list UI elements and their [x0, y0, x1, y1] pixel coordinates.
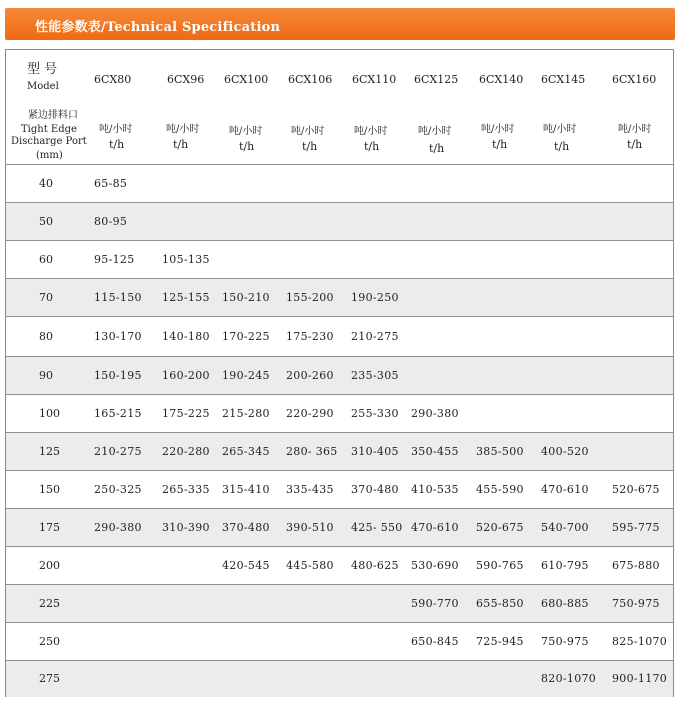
table-row [6, 508, 673, 547]
capacity-cell: 680-885 [541, 597, 589, 610]
discharge-port-value: 250 [39, 635, 60, 648]
capacity-cell: 190-250 [351, 291, 399, 304]
port-label-en-1: Tight Edge [21, 124, 77, 135]
capacity-cell: 165-215 [94, 407, 142, 420]
column-unit-cn: 吨/小时 [229, 126, 263, 137]
column-header-model: 6CX125 [414, 73, 459, 86]
table-row [6, 356, 673, 395]
discharge-port-value: 90 [39, 369, 53, 382]
capacity-cell: 455-590 [476, 483, 524, 496]
column-header-model: 6CX110 [352, 73, 397, 86]
capacity-cell: 750-975 [541, 635, 589, 648]
capacity-cell: 370-480 [222, 521, 270, 534]
column-unit-cn: 吨/小时 [543, 124, 577, 135]
column-unit-cn: 吨/小时 [291, 126, 325, 137]
title-banner [5, 8, 675, 40]
capacity-cell: 140-180 [162, 330, 210, 343]
capacity-cell: 370-480 [351, 483, 399, 496]
capacity-cell: 255-330 [351, 407, 399, 420]
table-row [6, 394, 673, 433]
capacity-cell: 215-280 [222, 407, 270, 420]
column-unit-en: t/h [364, 140, 380, 153]
column-unit-en: t/h [239, 140, 255, 153]
capacity-cell: 210-275 [351, 330, 399, 343]
capacity-cell: 160-200 [162, 369, 210, 382]
port-label-cn: 紧边排料口 [28, 110, 78, 121]
capacity-cell: 210-275 [94, 445, 142, 458]
table-row [6, 202, 673, 241]
column-header-model: 6CX100 [224, 73, 269, 86]
column-unit-en: t/h [109, 138, 125, 151]
capacity-cell: 310-390 [162, 521, 210, 534]
discharge-port-value: 125 [39, 445, 60, 458]
discharge-port-value: 175 [39, 521, 60, 534]
capacity-cell: 130-170 [94, 330, 142, 343]
capacity-cell: 750-975 [612, 597, 660, 610]
table-row [6, 316, 673, 357]
column-unit-en: t/h [554, 140, 570, 153]
capacity-cell: 725-945 [476, 635, 524, 648]
capacity-cell: 610-795 [541, 559, 589, 572]
table-row [6, 660, 673, 697]
port-label-unit: (mm) [36, 150, 63, 161]
capacity-cell: 595-775 [612, 521, 660, 534]
capacity-cell: 520-675 [612, 483, 660, 496]
column-unit-cn: 吨/小时 [166, 124, 200, 135]
table-row [6, 546, 673, 585]
capacity-cell: 480-625 [351, 559, 399, 572]
capacity-cell: 235-305 [351, 369, 399, 382]
discharge-port-value: 70 [39, 291, 53, 304]
column-unit-en: t/h [429, 142, 445, 155]
capacity-cell: 105-135 [162, 253, 210, 266]
discharge-port-value: 40 [39, 177, 53, 190]
capacity-cell: 65-85 [94, 177, 128, 190]
capacity-cell: 80-95 [94, 215, 128, 228]
capacity-cell: 200-260 [286, 369, 334, 382]
column-unit-cn: 吨/小时 [99, 124, 133, 135]
capacity-cell: 445-580 [286, 559, 334, 572]
column-header-model: 6CX80 [94, 73, 132, 86]
discharge-port-value: 100 [39, 407, 60, 420]
capacity-cell: 590-770 [411, 597, 459, 610]
model-label-en: Model [27, 81, 59, 92]
column-header-model: 6CX145 [541, 73, 586, 86]
capacity-cell: 390-510 [286, 521, 334, 534]
discharge-port-value: 275 [39, 672, 60, 685]
discharge-port-value: 60 [39, 253, 53, 266]
capacity-cell: 170-225 [222, 330, 270, 343]
discharge-port-value: 150 [39, 483, 60, 496]
capacity-cell: 530-690 [411, 559, 459, 572]
capacity-cell: 400-520 [541, 445, 589, 458]
capacity-cell: 425- 550 [351, 521, 403, 534]
capacity-cell: 175-230 [286, 330, 334, 343]
column-header-model: 6CX96 [167, 73, 205, 86]
capacity-cell: 290-380 [94, 521, 142, 534]
column-unit-en: t/h [173, 138, 189, 151]
column-header-model: 6CX140 [479, 73, 524, 86]
capacity-cell: 655-850 [476, 597, 524, 610]
table-row [6, 622, 673, 661]
capacity-cell: 310-405 [351, 445, 399, 458]
capacity-cell: 350-455 [411, 445, 459, 458]
capacity-cell: 315-410 [222, 483, 270, 496]
column-unit-en: t/h [627, 138, 643, 151]
capacity-cell: 250-325 [94, 483, 142, 496]
column-unit-en: t/h [302, 140, 318, 153]
port-label-en-2: Discharge Port [11, 136, 87, 147]
table-row [6, 432, 673, 471]
column-unit-cn: 吨/小时 [418, 126, 452, 137]
discharge-port-value: 200 [39, 559, 60, 572]
capacity-cell: 190-245 [222, 369, 270, 382]
capacity-cell: 520-675 [476, 521, 524, 534]
capacity-cell: 265-345 [222, 445, 270, 458]
capacity-cell: 125-155 [162, 291, 210, 304]
capacity-cell: 470-610 [411, 521, 459, 534]
column-header-model: 6CX160 [612, 73, 657, 86]
capacity-cell: 280- 365 [286, 445, 338, 458]
capacity-cell: 540-700 [541, 521, 589, 534]
capacity-cell: 825-1070 [612, 635, 668, 648]
capacity-cell: 470-610 [541, 483, 589, 496]
column-header-model: 6CX106 [288, 73, 333, 86]
discharge-port-value: 225 [39, 597, 60, 610]
column-unit-en: t/h [492, 138, 508, 151]
capacity-cell: 385-500 [476, 445, 524, 458]
capacity-cell: 220-290 [286, 407, 334, 420]
banner-title: 性能参数表/Technical Specification [35, 20, 281, 35]
column-unit-cn: 吨/小时 [618, 124, 652, 135]
table-row [6, 240, 673, 279]
column-unit-cn: 吨/小时 [354, 126, 388, 137]
capacity-cell: 650-845 [411, 635, 459, 648]
table-row [6, 470, 673, 509]
capacity-cell: 290-380 [411, 407, 459, 420]
capacity-cell: 335-435 [286, 483, 334, 496]
discharge-port-value: 80 [39, 330, 53, 343]
table-row [6, 278, 673, 317]
capacity-cell: 150-195 [94, 369, 142, 382]
capacity-cell: 115-150 [94, 291, 142, 304]
table-row [6, 164, 673, 203]
capacity-cell: 150-210 [222, 291, 270, 304]
discharge-port-value: 50 [39, 215, 53, 228]
capacity-cell: 675-880 [612, 559, 660, 572]
model-label-cn: 型 号 [27, 62, 58, 77]
capacity-cell: 175-225 [162, 407, 210, 420]
capacity-cell: 410-535 [411, 483, 459, 496]
column-unit-cn: 吨/小时 [481, 124, 515, 135]
capacity-cell: 265-335 [162, 483, 210, 496]
specification-table [5, 49, 674, 697]
capacity-cell: 220-280 [162, 445, 210, 458]
capacity-cell: 900-1170 [612, 672, 668, 685]
capacity-cell: 590-765 [476, 559, 524, 572]
capacity-cell: 420-545 [222, 559, 270, 572]
capacity-cell: 820-1070 [541, 672, 597, 685]
capacity-cell: 95-125 [94, 253, 135, 266]
table-row [6, 584, 673, 623]
capacity-cell: 155-200 [286, 291, 334, 304]
